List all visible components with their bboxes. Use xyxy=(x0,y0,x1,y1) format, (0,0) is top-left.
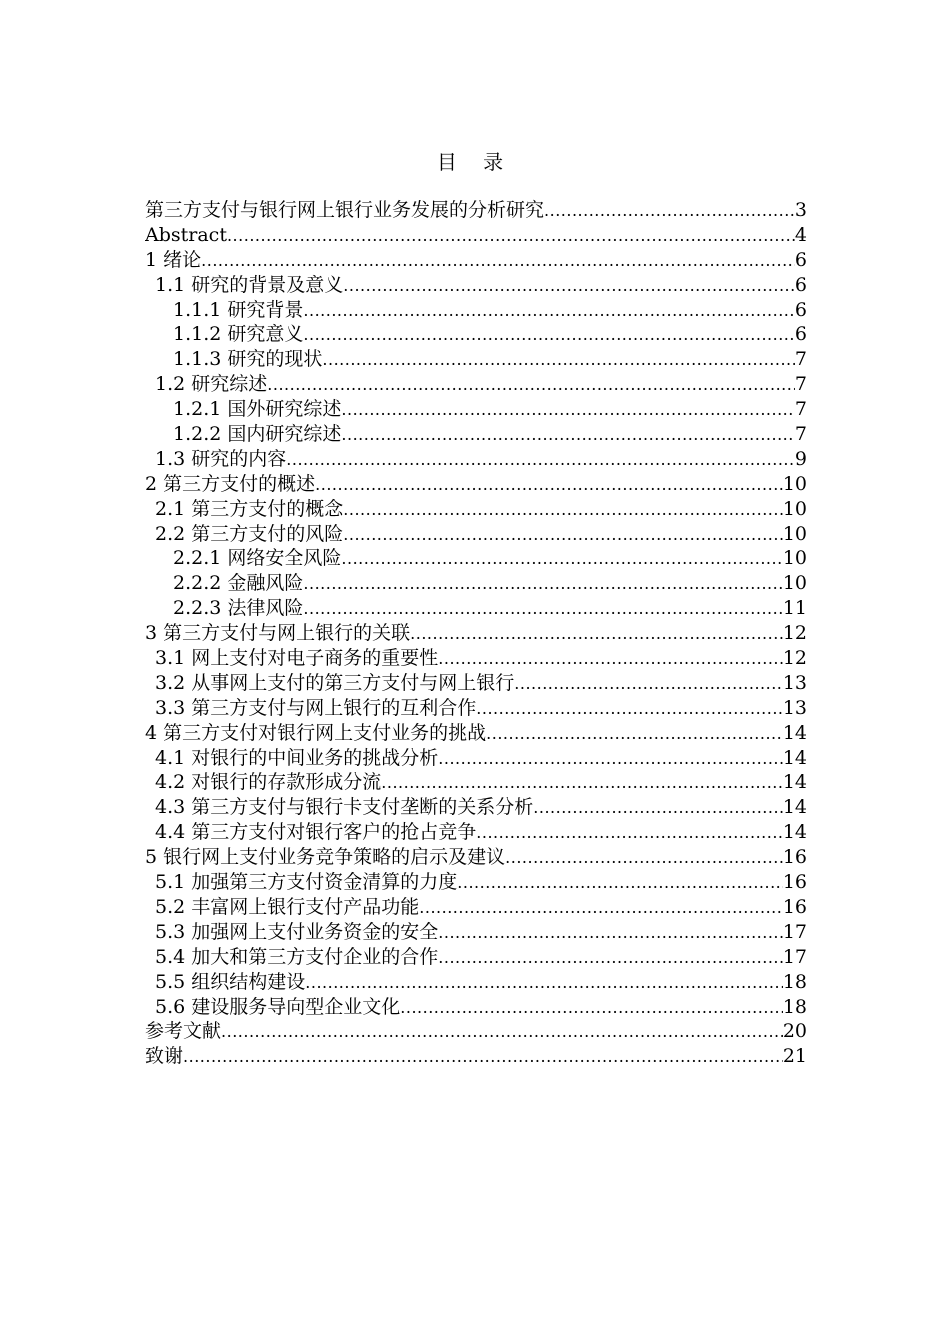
toc-leader-dots xyxy=(419,896,783,920)
toc-leader-dots xyxy=(303,572,782,596)
toc-leader-dots xyxy=(438,946,783,970)
toc-entry[interactable] xyxy=(145,721,807,746)
toc-entry-page: 10 xyxy=(782,497,807,520)
toc-entry-text: 5.3 加强网上支付业务资金的安全 xyxy=(155,920,439,943)
toc-entry-page: 6 xyxy=(794,248,807,271)
toc-entry-text: 1.1.3 研究的现状 xyxy=(173,348,323,371)
toc-entry[interactable] xyxy=(145,472,807,497)
toc-entry-text: 1.2 研究综述 xyxy=(155,373,268,396)
toc-leader-dots xyxy=(381,771,783,795)
toc-leader-dots xyxy=(315,473,783,497)
toc-entry[interactable] xyxy=(145,895,807,920)
toc-entry[interactable] xyxy=(145,571,807,596)
toc-leader-dots xyxy=(476,821,783,845)
toc-entry-text: 5.5 组织结构建设 xyxy=(155,970,306,993)
toc-entry-page: 21 xyxy=(782,1045,807,1068)
toc-leader-dots xyxy=(322,348,795,372)
toc-entry[interactable] xyxy=(145,397,807,422)
toc-entry-text: 2.2 第三方支付的风险 xyxy=(155,522,344,545)
toc-entry-page: 10 xyxy=(782,472,807,495)
toc-leader-dots xyxy=(486,722,783,746)
toc-entry-page: 14 xyxy=(782,746,807,769)
toc-entry-text: 1.1 研究的背景及意义 xyxy=(155,273,344,296)
toc-leader-dots xyxy=(457,871,783,895)
toc-entry-text: 4.3 第三方支付与银行卡支付垄断的关系分析 xyxy=(155,796,534,819)
toc-leader-dots xyxy=(267,373,795,397)
toc-entry-text: 3.2 从事网上支付的第三方支付与网上银行 xyxy=(155,671,515,694)
toc-entry-page: 7 xyxy=(794,423,807,446)
toc-leader-dots xyxy=(343,274,795,298)
toc-entry-page: 7 xyxy=(794,398,807,421)
toc-entry-text: 5 银行网上支付业务竞争策略的启示及建议 xyxy=(145,846,506,869)
toc-entry-text: 4.2 对银行的存款形成分流 xyxy=(155,771,382,794)
toc-leader-dots xyxy=(438,647,783,671)
toc-leader-dots xyxy=(400,996,783,1020)
toc-entry[interactable] xyxy=(145,322,807,347)
toc-entry-page: 18 xyxy=(782,995,807,1018)
toc-leader-dots xyxy=(303,597,782,621)
toc-entry-page: 4 xyxy=(794,223,807,246)
toc-leader-dots xyxy=(303,299,795,323)
toc-entry-text: 参考文献 xyxy=(145,1020,222,1043)
toc-entry-page: 7 xyxy=(794,348,807,371)
toc-entry-page: 3 xyxy=(794,199,807,221)
toc-entry[interactable] xyxy=(145,696,807,721)
toc-entry-text: 1.1.1 研究背景 xyxy=(173,298,304,321)
toc-entry-text: 2 第三方支付的概述 xyxy=(145,472,316,495)
toc-entry[interactable] xyxy=(145,845,807,870)
toc-entry[interactable] xyxy=(145,746,807,771)
toc-entry-text: 1.3 研究的内容 xyxy=(155,447,287,470)
toc-entry-page: 13 xyxy=(782,696,807,719)
toc-entry-page: 16 xyxy=(782,871,807,894)
toc-leader-dots xyxy=(183,1045,783,1069)
toc-leader-dots xyxy=(341,547,782,571)
toc-entry-text: 4.1 对银行的中间业务的挑战分析 xyxy=(155,746,439,769)
toc-entry-page: 14 xyxy=(782,721,807,744)
toc-entry[interactable] xyxy=(145,596,807,621)
toc-entry-page: 7 xyxy=(794,373,807,396)
toc-entry-text: 2.1 第三方支付的概念 xyxy=(155,497,344,520)
toc-entry-text: 3.1 网上支付对电子商务的重要性 xyxy=(155,647,439,670)
toc-entry[interactable] xyxy=(145,546,807,571)
toc-entry[interactable] xyxy=(145,621,807,646)
toc-entry[interactable] xyxy=(145,770,807,795)
toc-entry-page: 13 xyxy=(782,671,807,694)
toc-entry[interactable] xyxy=(145,497,807,522)
toc-entry-page: 11 xyxy=(782,597,807,620)
toc-entry[interactable] xyxy=(145,522,807,547)
toc-leader-dots xyxy=(544,199,795,223)
toc-entry-page: 20 xyxy=(782,1020,807,1043)
toc-entry[interactable] xyxy=(145,347,807,372)
toc-leader-dots xyxy=(286,448,795,472)
toc-entry[interactable] xyxy=(145,795,807,820)
toc-leader-dots xyxy=(341,398,795,422)
toc-entry-page: 14 xyxy=(782,821,807,844)
toc-entry-text: 1 绪论 xyxy=(145,248,202,271)
toc-entry-page: 16 xyxy=(782,846,807,869)
toc-entry[interactable] xyxy=(145,970,807,995)
toc-entry-page: 16 xyxy=(782,895,807,918)
toc-entry-text: 1.2.1 国外研究综述 xyxy=(173,398,342,421)
toc-entry-text: 5.1 加强第三方支付资金清算的力度 xyxy=(155,871,458,894)
toc-entry[interactable] xyxy=(145,820,807,845)
toc-entry[interactable] xyxy=(145,646,807,671)
toc-entry-page: 12 xyxy=(782,622,807,645)
toc-entry-page: 17 xyxy=(782,945,807,968)
toc-entry[interactable] xyxy=(145,920,807,945)
toc-entry[interactable] xyxy=(145,870,807,895)
toc-entry-text: 2.2.2 金融风险 xyxy=(173,572,304,595)
toc-entry-text: 5.6 建设服务导向型企业文化 xyxy=(155,995,401,1018)
toc-leader-dots xyxy=(305,971,783,995)
toc-entry[interactable] xyxy=(145,223,807,248)
toc-entry-text: Abstract xyxy=(145,223,227,246)
toc-entry-text: 5.2 丰富网上银行支付产品功能 xyxy=(155,895,420,918)
toc-leader-dots xyxy=(438,921,783,945)
toc-leader-dots xyxy=(221,1020,783,1044)
toc-entry-text: 2.2.3 法律风险 xyxy=(173,597,304,620)
toc-leader-dots xyxy=(201,249,795,273)
toc-entry[interactable] xyxy=(145,1044,807,1069)
toc-leader-dots xyxy=(476,697,783,721)
toc-entry[interactable] xyxy=(145,273,807,298)
toc-entry[interactable] xyxy=(145,671,807,696)
toc-entry-text: 3 第三方支付与网上银行的关联 xyxy=(145,622,411,645)
toc-entry-page: 12 xyxy=(782,647,807,670)
toc-leader-dots xyxy=(514,672,783,696)
toc-entry-text: 1.2.2 国内研究综述 xyxy=(173,423,342,446)
toc-leader-dots xyxy=(303,323,795,347)
toc-leader-dots xyxy=(343,523,783,547)
toc-entry-page: 10 xyxy=(782,522,807,545)
toc-entry-page: 18 xyxy=(782,970,807,993)
toc-entry-text: 4.4 第三方支付对银行客户的抢占竞争 xyxy=(155,821,477,844)
toc-entry-page: 17 xyxy=(782,920,807,943)
toc-leader-dots xyxy=(343,498,783,522)
toc-entry[interactable] xyxy=(145,1019,807,1044)
toc-entry-page: 6 xyxy=(794,273,807,296)
toc-entry[interactable] xyxy=(145,945,807,970)
toc-leader-dots xyxy=(533,796,783,820)
toc-entry-page: 9 xyxy=(794,447,807,470)
toc-entry-page: 14 xyxy=(782,796,807,819)
toc-entry-text: 1.1.2 研究意义 xyxy=(173,323,304,346)
toc-entry-text: 第三方支付与银行网上银行业务发展的分析研究 xyxy=(145,199,545,221)
toc-leader-dots xyxy=(505,846,783,870)
toc-leader-dots xyxy=(341,423,795,447)
toc-entry[interactable] xyxy=(145,447,807,472)
toc-entry-text: 5.4 加大和第三方支付企业的合作 xyxy=(155,945,439,968)
toc-entry[interactable] xyxy=(145,248,807,273)
toc-entry[interactable] xyxy=(145,372,807,397)
toc-entry-text: 致谢 xyxy=(145,1045,184,1068)
toc-entry[interactable] xyxy=(145,995,807,1020)
toc-entry-page: 10 xyxy=(782,572,807,595)
toc-entry-page: 6 xyxy=(794,323,807,346)
toc-entry[interactable] xyxy=(145,422,807,447)
toc-entry-text: 3.3 第三方支付与网上银行的互利合作 xyxy=(155,696,477,719)
toc-leader-dots xyxy=(438,747,783,771)
toc-entry-page: 14 xyxy=(782,771,807,794)
toc-leader-dots xyxy=(227,224,795,248)
toc-entry[interactable] xyxy=(145,298,807,323)
table-of-contents xyxy=(145,198,807,1069)
toc-entry[interactable] xyxy=(145,198,807,223)
toc-leader-dots xyxy=(410,622,783,646)
toc-entry-page: 10 xyxy=(782,547,807,570)
toc-entry-text: 4 第三方支付对银行网上支付业务的挑战 xyxy=(145,721,487,744)
toc-title: 目 录 xyxy=(436,150,514,174)
toc-entry-text: 2.2.1 网络安全风险 xyxy=(173,547,342,570)
toc-entry-page: 6 xyxy=(794,298,807,321)
